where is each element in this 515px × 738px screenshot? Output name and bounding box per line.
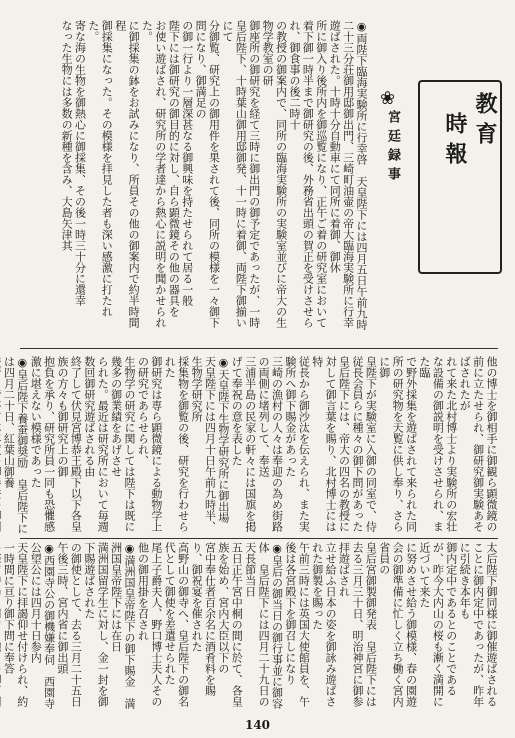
text-line: の御一行より一層深甚なる御興味を持たせられて居る一般 bbox=[180, 20, 194, 306]
article-band-middle bbox=[2, 356, 498, 534]
text-line: 採集物を御覧の後、研究を行わせられた bbox=[163, 356, 190, 532]
text-line: 他の博士を御相手に御観ら顕微鏡の前に立たせられ、御研究御実験あそばされたが bbox=[458, 356, 498, 532]
text-line: ◉満洲国皇帝陛下の御下賜金 満洲国皇帝陛下には在日 bbox=[109, 542, 137, 709]
text-line: 御採集になった。その模様を拝見した者も深い感激に打たれた。 bbox=[86, 20, 114, 317]
section-heading: 宮廷録事 bbox=[385, 110, 400, 186]
text-line bbox=[0, 542, 2, 710]
text-line: に御採集の鉢をお試みになり、所員その他の御案内で約半時間程 bbox=[113, 20, 141, 328]
text-line: の御使として、去る三月二十五日午後三時、宮内省に御出頭 bbox=[56, 542, 83, 707]
article-band-bottom bbox=[2, 542, 498, 710]
flower-ornament-icon: ❀ bbox=[380, 88, 396, 109]
divider-top bbox=[20, 348, 498, 349]
text-line: ◉天皇陛下生物学研究所に御出場 天皇陛下には四月十日午前九時半、生物学研究所 bbox=[190, 356, 230, 534]
text-line bbox=[0, 356, 2, 534]
text-line: で野外採集を遊ばされて来られた同所の研究物を天覧に供し奉り、さらに御 bbox=[377, 356, 418, 532]
text-line: 分御覧、研究上の御用件を果されて後、同所の模様を一々御下問になり、御満足の bbox=[194, 20, 221, 328]
text-line: 満洲国留学生に対し、金一封を御下賜遊ばされた bbox=[82, 542, 110, 707]
divider-middle bbox=[20, 538, 498, 539]
text-line: に努めさせ給う御模様、春の園遊会の御準備に忙しく立ち働く宮内省員の bbox=[377, 542, 418, 707]
text-line: なった生物には多数の新種を含み、大島矢津其 bbox=[60, 20, 74, 251]
text-line: 従長から御沙汰を伝えられ、また実験所へ御下賜金があった bbox=[283, 356, 311, 532]
text-line: られた。最近は研究所において毎週数回御研究遊ばされる由 bbox=[82, 356, 110, 532]
masthead-title-line2: 時報 bbox=[442, 112, 468, 172]
text-line: 皇陛下が実験室に入御の同室で、侍従長会員らに種々の御下問があった bbox=[350, 356, 378, 532]
text-line: 生物学の研究に関しては陛下は既に幾多の御業績をあげさせ bbox=[109, 356, 137, 532]
text-line: 皇后陛下、十時葉山御用邸御発、十一時に着御、両陛下御揃いにて bbox=[220, 20, 248, 328]
text-line: 御座所の御研究を経て三時に御出門の御予定であったが、一時 bbox=[247, 20, 261, 328]
text-line: 御内定中であるとのことであるが、昨今大内山の桜も漸く満開に近づいて来た bbox=[417, 542, 458, 707]
masthead-title-line1: 教育 bbox=[472, 92, 498, 152]
text-line: 尾上子爵夫人、野口博士夫人その他の御用掛を召され bbox=[136, 542, 163, 707]
text-line: 立せ給ふ日本の姿を御詠み遊ばされた御製を賜った bbox=[310, 542, 338, 707]
article-band-top bbox=[16, 20, 368, 338]
text-line: 着下御一時半まで御研究の後、外務省出頭の賀正を受けさせられ、御食事の後二時十 bbox=[287, 20, 315, 328]
text-line: 三崎の漁村の人々は奉迎の為め街路の両側に堵列して、奉送 bbox=[257, 356, 284, 532]
text-line: お使い遊ばされ、研究所の学者達から熱心に説明を聞かせられた。 bbox=[140, 20, 167, 328]
text-line: 御研究は専ら顕微鏡による動物学上の研究であらせられ、 bbox=[136, 356, 163, 532]
text-line: ◉両陛下臨海実験所に行幸啓 天皇陛下には四月五日午前九時二十三分荘御用邸御出門、三崎町油壷の帝大臨海実験所に行幸遊ばされた。十時十分自動車にて同所に着御、御休 bbox=[328, 20, 368, 330]
text-line: 寄な海の生物を御熱心に御採集、その後一時三十分に還幸 bbox=[73, 20, 87, 306]
page-number: 140 bbox=[244, 718, 271, 732]
text-line: 天皇陛下に拝謁仰せ付けられ、約一時間に亘り御下問に奉答 bbox=[2, 542, 29, 707]
text-line: 五日正午宮中桐の間に於て、各皇族を始め、宮内大臣以下の bbox=[216, 542, 244, 707]
text-line: 三浦半島の民家の軒々には国旗を掲げて奉祝の意を表した bbox=[230, 356, 257, 532]
text-line: 皇后陛下には、帝大の四名の教授に対して御言葉を賜り、北村博士には特 bbox=[310, 356, 351, 532]
text-line: ◉西園寺公の御機嫌奉伺 西園寺公望公には四月十日参内 bbox=[29, 542, 56, 709]
text-line: ◉皇后陛下養蚕御奨励 皇后陛下には四月二十日、紅葉山御養 bbox=[2, 356, 29, 534]
text-line: 太后陛下御同様に御催遊ばされることに御内定中であったが、昨年に引続き本年も bbox=[458, 542, 498, 707]
text-line: 高野山の御寺へ、皇后陛下の御名代として御使を差遣せられた bbox=[163, 542, 190, 707]
text-line: ◉皇后の御当日の御行事並に御容体 皇后陛下には四月二十九日の天長節当日 bbox=[243, 542, 284, 709]
text-line: 終了して伏見宮博恭王殿下以下各皇族の方々も御研究上の御 bbox=[56, 356, 83, 532]
text-line: 抱負を承り、研究所員一同も恐懼感激に堪えない模様であった bbox=[29, 356, 56, 532]
text-line: 所に御入り後所内を御巡覧になり、正午ご着の研究室において bbox=[314, 20, 328, 328]
text-line: 陛下には御研究の御目的に対し、自ら顕微鏡その他の器具を bbox=[167, 20, 181, 317]
text-line: 宮中奉仕者百余名に酒肴料を賜り、御祝宴を催された bbox=[190, 542, 217, 696]
text-line: の教授の御案内で、同所の臨海実験所の実験室並びに帝大の生物学教室の研 bbox=[261, 20, 288, 328]
text-line: れて来た北村博士より実験所の宏壮な設備の御説明を受けさせられ、また臨 bbox=[417, 356, 458, 532]
text-line: 皇后宮御製御発表 皇后陛下には去る三月三十日、明治神宮に御参拝遊ばされ bbox=[337, 542, 378, 707]
text-line: 午前三時には英国大使館員を、午後は各宮殿下を御召しになり bbox=[283, 542, 311, 707]
